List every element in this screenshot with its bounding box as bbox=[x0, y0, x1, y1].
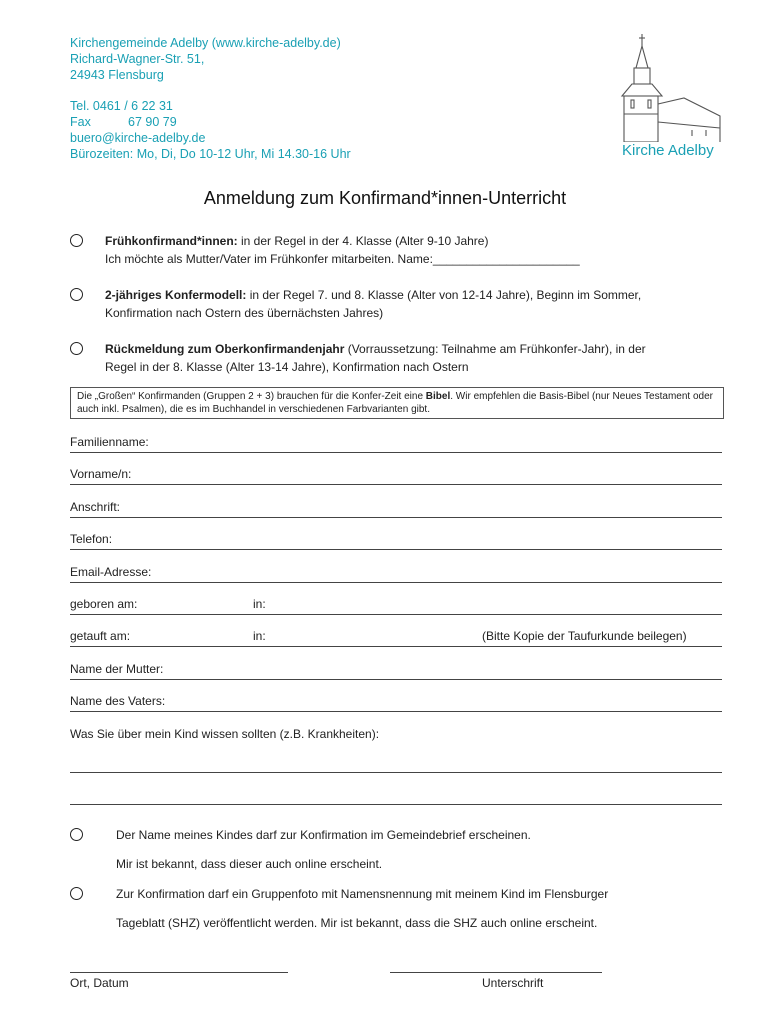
vorname-field[interactable] bbox=[70, 466, 722, 485]
signature-line[interactable] bbox=[390, 972, 602, 973]
tel-line: Tel. 0461 / 6 22 31 bbox=[70, 99, 173, 113]
wissen-line-2[interactable] bbox=[70, 804, 722, 805]
org-city: 24943 Flensburg bbox=[70, 68, 164, 82]
place-date-line[interactable] bbox=[70, 972, 288, 973]
fax-line bbox=[70, 114, 351, 130]
vorname-label: Vorname/n: bbox=[70, 467, 132, 481]
consent-gemeindebrief: Der Name meines Kindes darf zur Konfirmation im Gemeindebrief erscheinen. Mir ist bekannt, dass dieser auch online erscheint. bbox=[70, 826, 710, 870]
header-address bbox=[70, 35, 341, 83]
option-2-jaehrig: 2-jähriges Konfermodell: in der Regel 7. und 8. Klasse (Alter von 12-14 Jahre), Beginn im Sommer, Konfirmation nach Ostern des übernächsten Jahres) bbox=[70, 286, 730, 322]
signature-label: Unterschrift bbox=[482, 976, 544, 990]
email-line: buero@kirche-adelby.de bbox=[70, 131, 206, 145]
mutter-label: Name der Mutter: bbox=[70, 662, 164, 676]
header-contact bbox=[70, 98, 351, 162]
option-radio-circle[interactable] bbox=[70, 288, 83, 301]
getauft-field[interactable] bbox=[70, 628, 722, 647]
telefon-label: Telefon: bbox=[70, 532, 113, 546]
option-radio-circle[interactable] bbox=[70, 234, 83, 247]
anschrift-field[interactable] bbox=[70, 499, 722, 518]
email-field[interactable] bbox=[70, 564, 722, 583]
wissen-label: Was Sie über mein Kind wissen sollten (z.B. Krankheiten): bbox=[70, 727, 380, 741]
church-drawing-icon bbox=[612, 32, 732, 142]
org-street: Richard-Wagner-Str. 51, bbox=[70, 52, 205, 66]
page-title: Anmeldung zum Konfirmand*innen-Unterricht bbox=[203, 188, 567, 208]
fax-label: Fax bbox=[70, 115, 91, 129]
familienname-field[interactable] bbox=[70, 434, 722, 453]
telefon-field[interactable] bbox=[70, 531, 722, 550]
consent-gruppenfoto: Zur Konfirmation darf ein Gruppenfoto mit Namensnennung mit meinem Kind im Flensburger Tageblatt (SHZ) veröffentlicht werden. Mir ist bekannt, dass die SHZ auch online erscheint. bbox=[70, 885, 710, 929]
org-name: Kirchengemeinde Adelby (www.kirche-adelby.de) bbox=[70, 36, 341, 50]
wissen-line-1[interactable] bbox=[70, 772, 722, 773]
familienname-label: Familienname: bbox=[70, 435, 149, 449]
anschrift-label: Anschrift: bbox=[70, 500, 121, 514]
place-date-label: Ort, Datum bbox=[70, 976, 129, 990]
mutter-field[interactable] bbox=[70, 661, 722, 680]
fax-number: 67 90 79 bbox=[128, 115, 177, 129]
geboren-label: geboren am: bbox=[70, 597, 138, 611]
logo-text: Kirche Adelby bbox=[622, 142, 714, 159]
option-radio-circle[interactable] bbox=[70, 342, 83, 355]
taufurkunde-hint: (Bitte Kopie der Taufurkunde beilegen) bbox=[482, 629, 687, 643]
getauft-in-label: in: bbox=[253, 629, 266, 643]
getauft-label: getauft am: bbox=[70, 629, 131, 643]
consent-checkbox-circle[interactable] bbox=[70, 887, 83, 900]
consent-checkbox-circle[interactable] bbox=[70, 828, 83, 841]
office-hours: Bürozeiten: Mo, Di, Do 10-12 Uhr, Mi 14.30-16 Uhr bbox=[70, 147, 351, 161]
vater-label: Name des Vaters: bbox=[70, 694, 166, 708]
geboren-in-label: in: bbox=[253, 597, 266, 611]
vater-field[interactable] bbox=[70, 693, 722, 712]
email-label: Email-Adresse: bbox=[70, 565, 152, 579]
geboren-field[interactable] bbox=[70, 596, 722, 615]
church-logo bbox=[612, 32, 732, 164]
bible-note-box: Die „Großen“ Konfirmanden (Gruppen 2 + 3) brauchen für die Konfer-Zeit eine Bibel. Wir empfehlen die Basis-Bibel (nur Neues Testament oder auch inkl. Psalmen), die es im Buchhandel in verschiedenen Farbvarianten gibt. bbox=[70, 387, 724, 419]
option-oberkonfirmand: Rückmeldung zum Oberkonfirmandenjahr (Vorraussetzung: Teilnahme am Frühkonfer-Jahr), in der Regel in der 8. Klasse (Alter 13-14 Jahre), Konfirmation nach Ostern bbox=[70, 340, 730, 376]
option-fruehkonfirmand: Frühkonfirmand*innen: in der Regel in der 4. Klasse (Alter 9-10 Jahre) Ich möchte als Mutter/Vater im Frühkonfer mitarbeiten. Name:______________________ bbox=[70, 232, 730, 268]
